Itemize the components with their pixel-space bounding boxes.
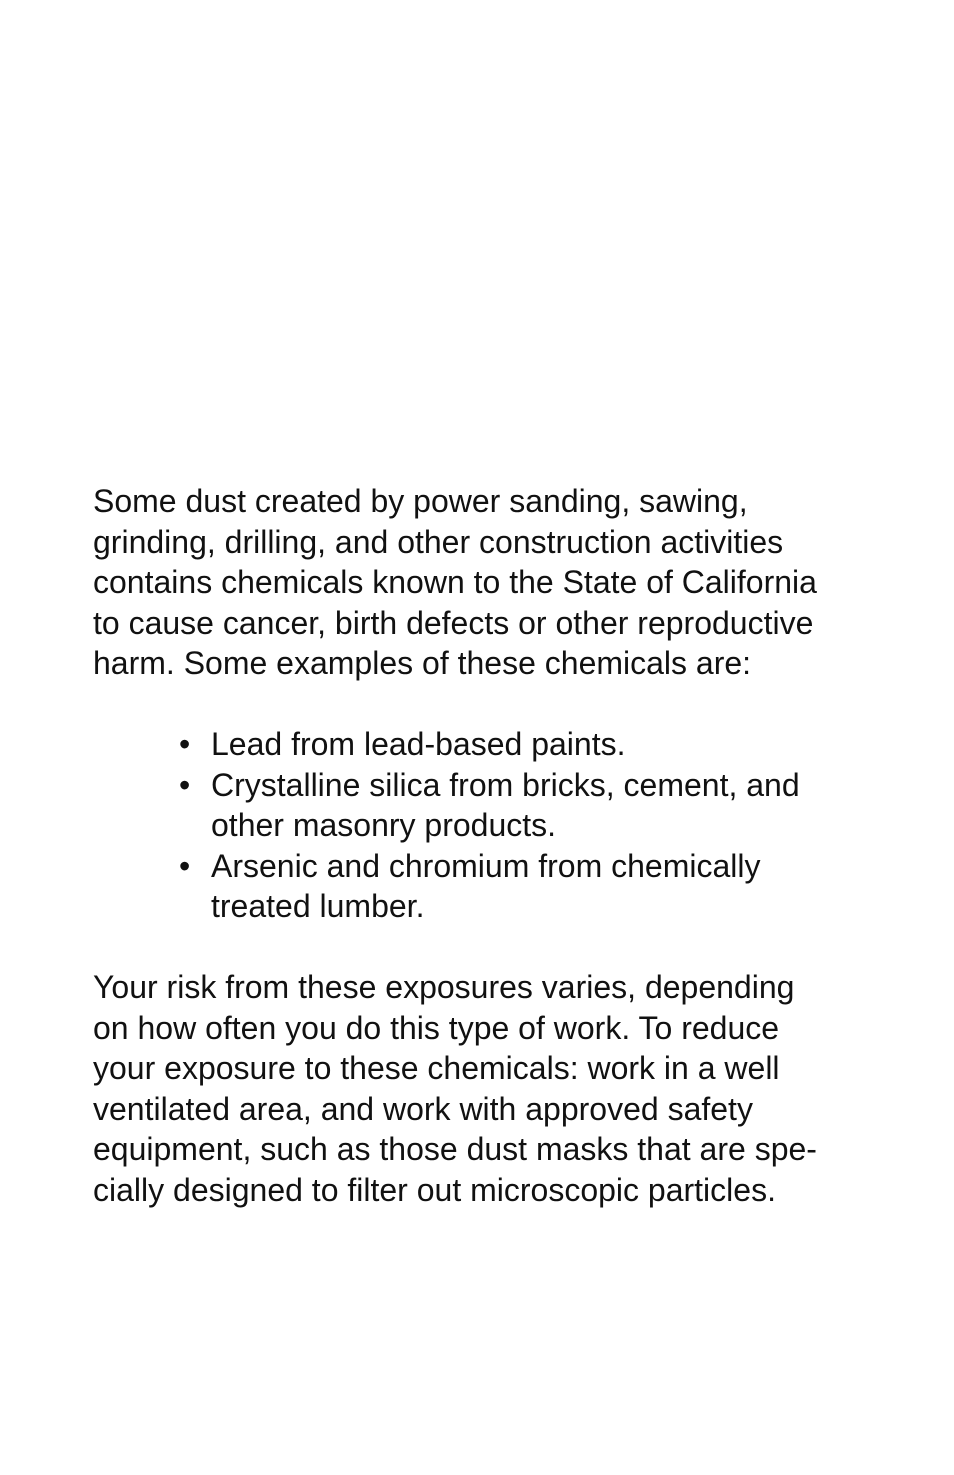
intro-line: contains chemicals known to the State of California xyxy=(93,564,817,601)
closing-line: equipment, such as those dust masks that are spe- xyxy=(93,1131,817,1168)
closing-line: your exposure to these chemicals: work in a well xyxy=(93,1050,780,1087)
list-item xyxy=(93,724,883,765)
list-item-text: Crystalline silica from bricks, cement, and xyxy=(211,766,800,803)
chemical-examples-list xyxy=(93,724,883,927)
intro-paragraph xyxy=(93,481,883,684)
bullet-icon: • xyxy=(179,766,191,803)
list-item-text: Lead from lead-based paints. xyxy=(211,725,626,762)
warning-text-block xyxy=(93,481,883,1211)
bullet-icon: • xyxy=(179,847,191,884)
list-item-text: Arsenic and chromium from chemically xyxy=(211,847,761,884)
intro-line: Some dust created by power sanding, sawing, xyxy=(93,483,748,519)
closing-line: ventilated area, and work with approved safety xyxy=(93,1090,753,1127)
closing-paragraph xyxy=(93,967,883,1211)
list-item-text: treated lumber. xyxy=(211,888,425,925)
intro-line: grinding, drilling, and other construction activities xyxy=(93,523,784,560)
intro-line: to cause cancer, birth defects or other reproductive xyxy=(93,604,814,641)
closing-line: on how often you do this type of work. To reduce xyxy=(93,1009,780,1046)
closing-line: cially designed to filter out microscopic particles. xyxy=(93,1171,776,1208)
list-item-text: other masonry products. xyxy=(211,807,557,844)
bullet-icon: • xyxy=(179,725,191,762)
intro-line: harm. Some examples of these chemicals are: xyxy=(93,645,752,682)
list-item xyxy=(93,765,883,846)
list-item xyxy=(93,846,883,927)
closing-line: Your risk from these exposures varies, depending xyxy=(93,968,795,1005)
